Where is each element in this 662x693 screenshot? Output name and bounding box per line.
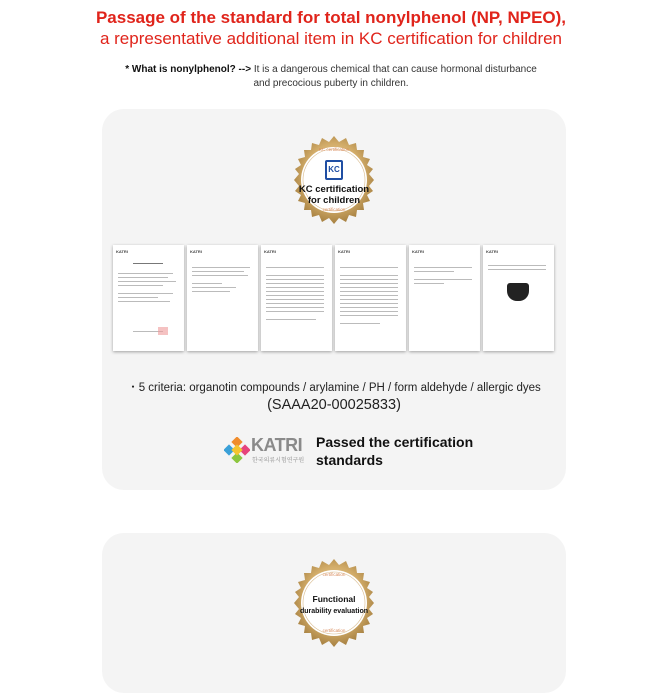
note-definition-2: and precocious puberty in children. <box>253 78 409 89</box>
report-code: (SAAA20-00025833) <box>267 397 401 413</box>
kc-logo-icon <box>325 160 343 180</box>
seal-line-1: Functional <box>312 594 356 604</box>
test-report-page <box>483 245 554 351</box>
kc-logo-letters: KC <box>328 165 340 174</box>
doc-header: KATRI <box>190 249 202 254</box>
nonylphenol-note <box>0 63 662 91</box>
kc-certification-seal <box>289 135 379 225</box>
product-photo-icon <box>507 283 529 301</box>
note-bullet: * <box>125 64 130 75</box>
passed-line-2: standards <box>316 452 383 468</box>
doc-header: KATRI <box>338 249 350 254</box>
doc-header: KATRI <box>486 249 498 254</box>
passed-text <box>316 433 536 469</box>
seal-arc-bottom: certification <box>322 207 346 212</box>
katri-mark-icon <box>224 437 250 463</box>
page-title <box>0 8 662 50</box>
seal-arc-top: certification <box>322 572 346 577</box>
katri-subtitle: 한국의류시험연구원 <box>252 458 305 464</box>
seal-line-1: KC certification <box>298 184 370 195</box>
seal-arc-top: KC certification <box>318 147 350 152</box>
test-report-page <box>261 245 332 351</box>
katri-logo <box>224 432 314 468</box>
doc-header: KATRI <box>116 249 128 254</box>
note-term: What is nonylphenol? --> <box>131 64 252 75</box>
title-line-2: a representative additional item in KC certification for children <box>99 29 563 48</box>
katri-name: KATRI <box>251 435 303 455</box>
test-report-page <box>187 245 258 351</box>
test-report-page <box>113 245 184 351</box>
title-line-1: Passage of the standard for total nonylphenol (NP, NPEO), <box>95 8 567 27</box>
seal-line-2: durability evaluation <box>299 608 369 615</box>
seal-arc-bottom: certification <box>322 628 346 633</box>
passed-line-1: Passed the certification <box>316 434 474 450</box>
criteria-text: ・5 criteria: organotin compounds / arylamine / PH / form aldehyde / allergic dyes <box>127 382 541 394</box>
functional-durability-seal <box>289 558 379 648</box>
test-report-documents <box>113 245 557 353</box>
test-report-page <box>409 245 480 351</box>
test-report-page <box>335 245 406 351</box>
doc-header: KATRI <box>412 249 424 254</box>
note-definition-1: It is a dangerous chemical that can cause hormonal disturbance <box>253 64 537 75</box>
seal-line-2: for children <box>307 195 361 206</box>
doc-header: KATRI <box>264 249 276 254</box>
